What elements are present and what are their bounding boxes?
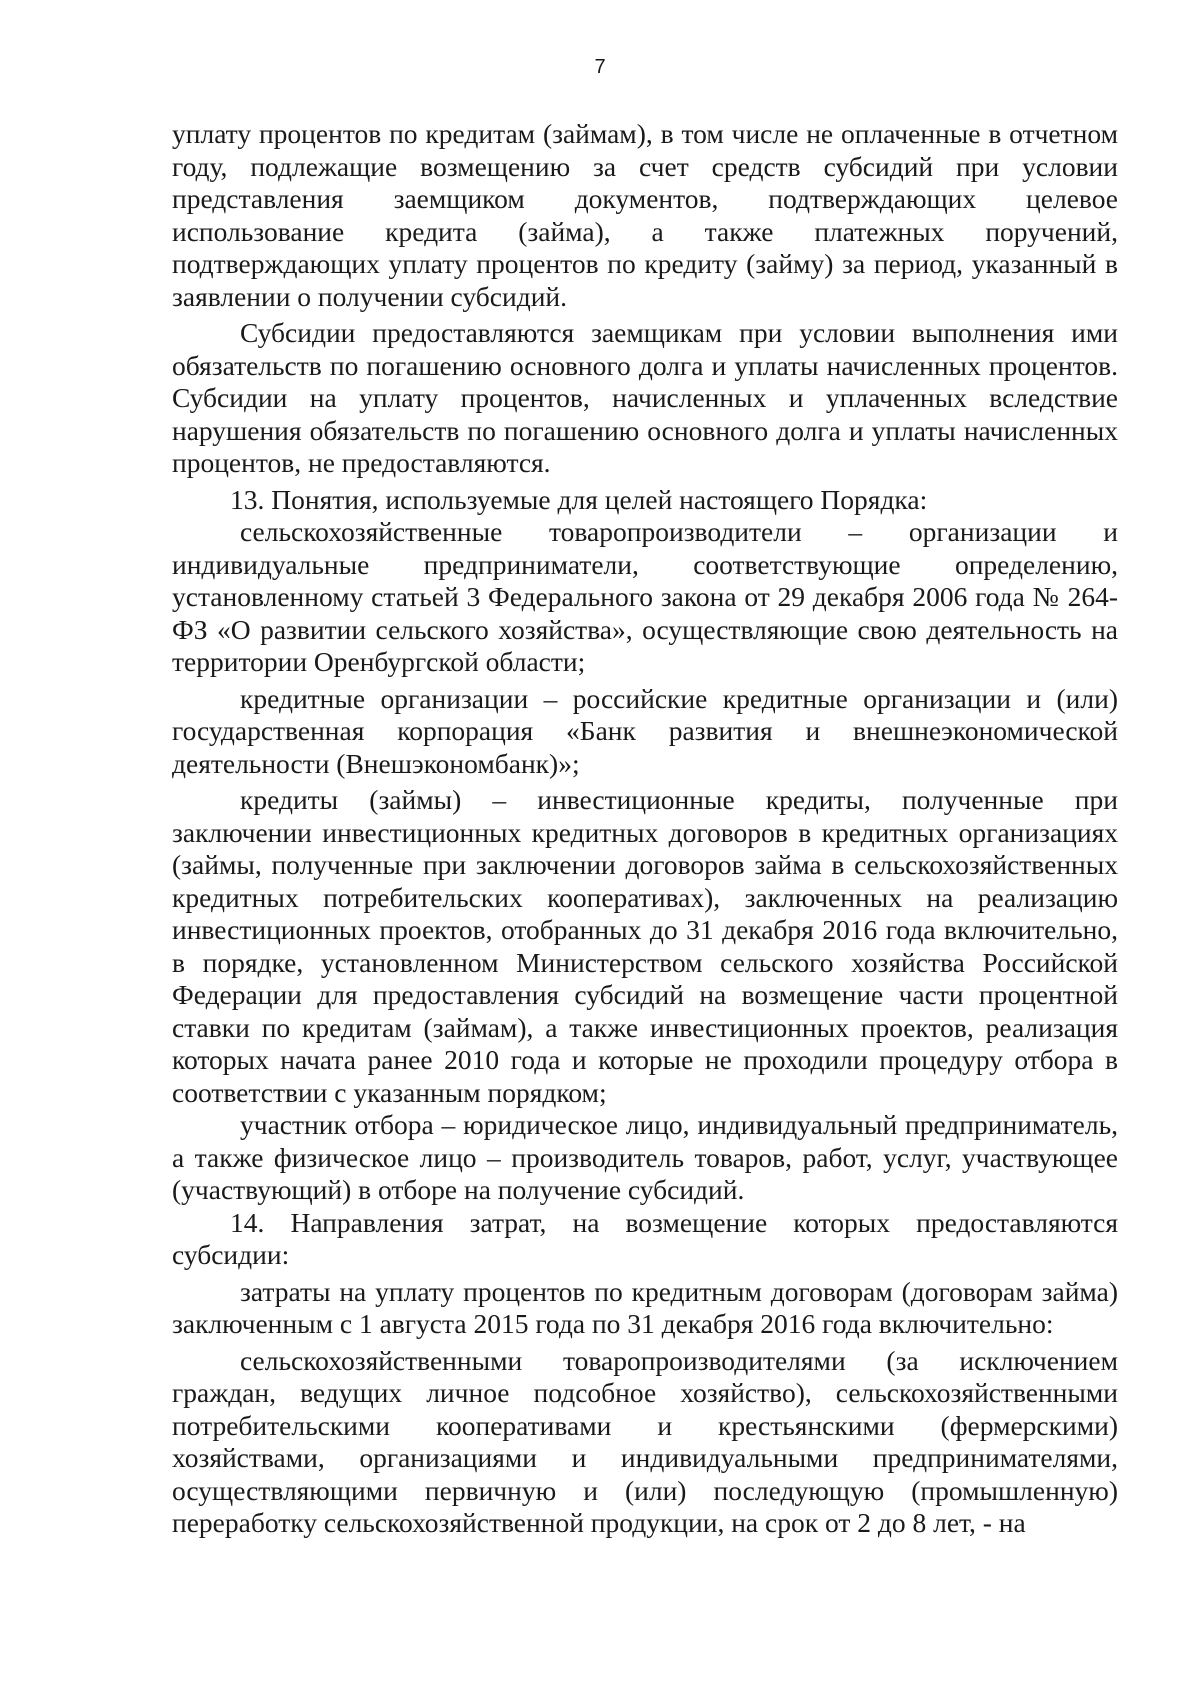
definition-credits-loans: кредиты (займы) – инвестиционные кредиты, полученные при заключении инвестиционных кредитных договоров в кредитных организациях (займы, полученные при заключении договоров займа в сельскохозяйственных кредитных потребительских кооперативах), заключенных на реализацию инвестиционных проектов, отобранных до 31 декабря 2016 года включительно, в порядке, установленном Министерством сельского хозяйства Российской Федерации для предоставления субсидий на возмещение части процентной ставки по кредитам (займам), а также инвестиционных проектов, реализация которых начата ранее 2010 года и которые не проходили процедуру отбора в соответствии с указанным порядком; [172, 784, 1118, 1108]
definition-agricultural-producers: сельскохозяйственные товаропроизводители – организации и индивидуальные предприниматели, соответствующие определению, установленному статьей 3 Федерального закона от 29 декабря 2006 года № 264-ФЗ «О развитии сельского хозяйства», осуществляющие свою деятельность на территории Оренбургской области; [172, 516, 1118, 677]
definition-credit-organizations: кредитные организации – российские кредитные организации и (или) государственная корпорация «Банк развития и внешнеэкономической деятельности (Внешэкономбанк)»; [172, 682, 1118, 779]
paragraph-interest-payment: уплату процентов по кредитам (займам), в том числе не оплаченные в отчетном году, подлежащие возмещению за счет средств субсидий при условии представления заемщиком документов, подтверждающих целевое использование кредита (займа), а также платежных поручений, подтверждающих уплату процентов по кредиту (займу) за период, указанный в заявлении о получении субсидий. [172, 118, 1118, 312]
section-13-heading: 13. Понятия, используемые для целей настоящего Порядка: [230, 483, 928, 515]
document-body [172, 118, 1118, 1540]
page-number: 7 [594, 56, 606, 78]
section-14-heading: 14. Направления затрат, на возмещение которых предоставляются субсидии: [172, 1206, 1118, 1270]
paragraph-interest-costs: затраты на уплату процентов по кредитным договорам (договорам займа) заключенным с 1 августа 2015 года по 31 декабря 2016 года включительно: [172, 1275, 1118, 1339]
definition-selection-participant: участник отбора – юридическое лицо, индивидуальный предприниматель, а также физическое лицо – производитель товаров, работ, услуг, участвующее (участвующий) в отборе на получение субсидий. [172, 1109, 1118, 1205]
paragraph-subsidy-conditions: Субсидии предоставляются заемщикам при условии выполнения ими обязательств по погашению основного долга и уплаты начисленных процентов. Субсидии на уплату процентов, начисленных и уплаченных вследствие нарушения обязательств по погашению основного долга и уплаты начисленных процентов, не предоставляются. [172, 317, 1118, 478]
paragraph-agricultural-borrowers: сельскохозяйственными товаропроизводителями (за исключением граждан, ведущих личное подсобное хозяйство), сельскохозяйственными потребительскими кооперативами и крестьянскими (фермерскими) хозяйствами, организациями и индивидуальными предпринимателями, осуществляющими первичную и (или) последующую (промышленную) переработку сельскохозяйственной продукции, на срок от 2 до 8 лет, - на [172, 1344, 1118, 1538]
